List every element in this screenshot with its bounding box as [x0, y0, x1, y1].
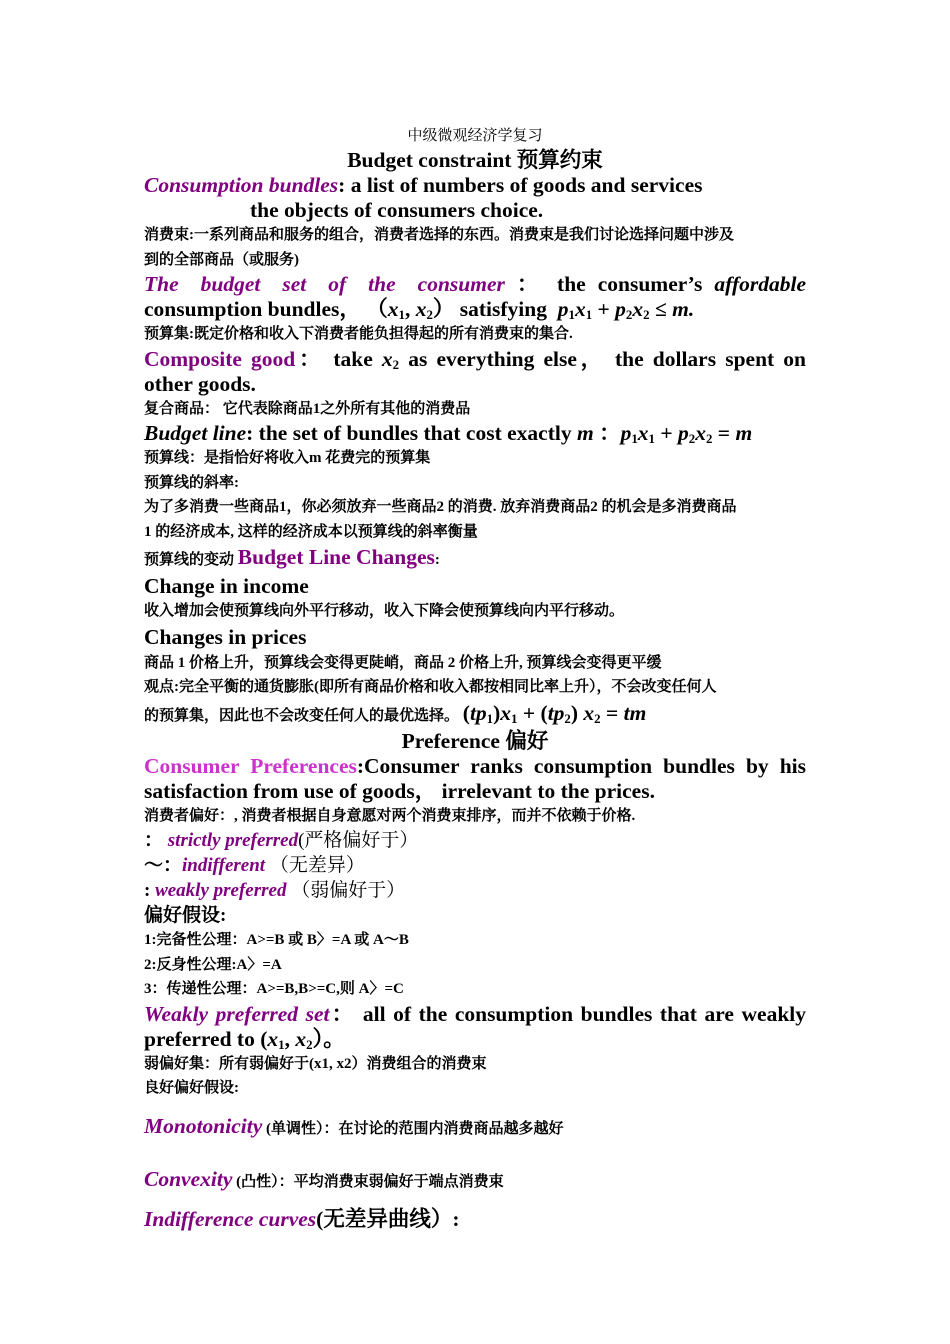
term-strictly-preferred: strictly preferred [167, 830, 299, 851]
axiom-transitivity: 3：传递性公理：A>=B,B>=C,则 A〉=C [144, 981, 404, 997]
inflation-view-zh-2: 的预算集，因此也不会改变任何人的最优选择。 $(tp_1)x_1 + (tp_2) x_2$ = tm [144, 700, 647, 726]
term-composite-good: Composite good [144, 346, 296, 371]
axiom-reflexivity: 2:反身性公理:A〉=A [144, 956, 282, 973]
weakly-preferred-set-def-2: preferred to ($x_1$, $x_2$）。 [144, 1026, 345, 1052]
composite-good-def: Composite good： take $x_2$ as everything else， the dollars spent on [144, 346, 807, 372]
term-convexity: Convexity [144, 1166, 233, 1191]
change-income-title: Change in income [144, 574, 309, 598]
assumptions-title: 偏好假设: [144, 905, 227, 926]
strictly-preferred-line: ： strictly preferred(严格偏好于） [144, 830, 419, 851]
term-weakly-preferred-set: Weakly preferred set [144, 1001, 330, 1026]
heading-budget-constraint: Budget constraint 预算约束 [347, 148, 603, 172]
consumption-bundles-zh-2: 到的全部商品（或服务) [144, 251, 299, 268]
term-budget-line: Budget line [144, 421, 247, 445]
consumption-bundles-def: Consumption bundles: a list of numbers of goods and services [144, 173, 703, 197]
term-consumer-preferences: Consumer Preferences [144, 753, 357, 778]
heading-preference: Preference 偏好 [401, 728, 549, 753]
change-prices-zh: 商品 1 价格上升，预算线会变得更陡峭，商品 2 价格上升, 预算线会变得更平缓 [144, 654, 662, 671]
term-weakly-preferred: weakly preferred [155, 880, 287, 901]
monotonicity-line: Monotonicity (单调性）：在讨论的范围内消费商品越多越好 [144, 1113, 564, 1138]
slope-zh-3: 1 的经济成本, 这样的经济成本以预算线的斜率衡量 [144, 523, 478, 540]
term-indifferent: indifferent [182, 855, 266, 876]
budget-set-zh: 预算集:既定价格和收入下消费者能负担得起的所有消费束的集合. [144, 326, 573, 342]
budget-line-def: Budget line: the set of bundles that cost exactly m ：$p_1x_1 + p_2x_2 = m$ [144, 421, 753, 447]
change-income-zh: 收入增加会使预算线向外平行移动，收入下降会使预算线向内平行移动。 [144, 603, 625, 619]
slope-title-zh: 预算线的斜率: [144, 474, 239, 491]
composite-good-zh: 复合商品： 它代表除商品1之外所有其他的消费品 [144, 400, 471, 417]
inflation-view-zh-1: 观点:完全平衡的通货膨胀(即所有商品价格和收入都按相同比率上升），不会改变任何人 [144, 679, 717, 695]
weakly-preferred-set-zh: 弱偏好集：所有弱偏好于(x1, x2）消费组合的消费束 [144, 1055, 487, 1072]
budget-line-zh: 预算线：是指恰好将收入m 花费完的预算集 [144, 450, 431, 466]
consumer-preferences-def-2: satisfaction from use of goods， irrelevant to the prices. [144, 778, 655, 803]
slope-zh-2: 为了多消费一些商品1，你必须放弃一些商品2 的消费. 放弃消费商品2 的机会是多消费商品 [144, 499, 737, 515]
composite-good-def-2: other goods. [144, 371, 256, 396]
term-budget-line-changes: Budget Line Changes [237, 545, 435, 569]
budget-set-def-2: consumption bundles， （$x_1$, $x_2$） satisfying $p_1x_1 + p_2x_2 \le m$. [144, 297, 695, 323]
convexity-line: Convexity (凸性）：平均消费束弱偏好于端点消费束 [144, 1166, 504, 1191]
term-monotonicity: Monotonicity [144, 1113, 263, 1138]
weakly-preferred-set-def: Weakly preferred set： all of the consumption bundles that are weakly [144, 1001, 806, 1026]
term-indifference-curves: Indifference curves [144, 1206, 317, 1231]
consumer-preferences-zh: 消费者偏好：, 消费者根据自身意愿对两个消费束排序，而并不依赖于价格. [144, 807, 636, 824]
document-page [144, 124, 806, 1232]
doc-title: 中级微观经济学复习 [407, 128, 543, 144]
indifference-curves-line: Indifference curves(无差异曲线）: [144, 1206, 460, 1231]
budget-line-changes: 预算线的变动 Budget Line Changes: [144, 545, 440, 569]
term-consumption-bundles: Consumption bundles [144, 173, 339, 197]
budget-set-def: The budget set of the consumer ： the consumer’s affordable [144, 272, 806, 296]
consumption-bundles-def-2: the objects of consumers choice. [250, 198, 544, 222]
term-budget-set: The budget set of the consumer [144, 272, 505, 296]
weakly-preferred-line: : weakly preferred （弱偏好于） [144, 880, 406, 901]
indifferent-line: ～：indifferent （无差异） [144, 855, 365, 876]
consumption-bundles-zh-1: 消费束:一系列商品和服务的组合，消费者选择的东西。消费束是我们讨论选择问题中涉及 [144, 227, 734, 243]
axiom-completeness: 1:完备性公理：A>=B 或 B〉=A 或 A～B [144, 932, 409, 948]
good-preferences-title: 良好偏好假设: [144, 1080, 239, 1096]
consumer-preferences-def: Consumer Preferences:Consumer ranks consumption bundles by his [144, 753, 806, 778]
change-prices-title: Changes in prices [144, 624, 307, 649]
inflation-formula: $(tp_1)x_1 + (tp_2) x_2$ = tm [462, 700, 647, 726]
